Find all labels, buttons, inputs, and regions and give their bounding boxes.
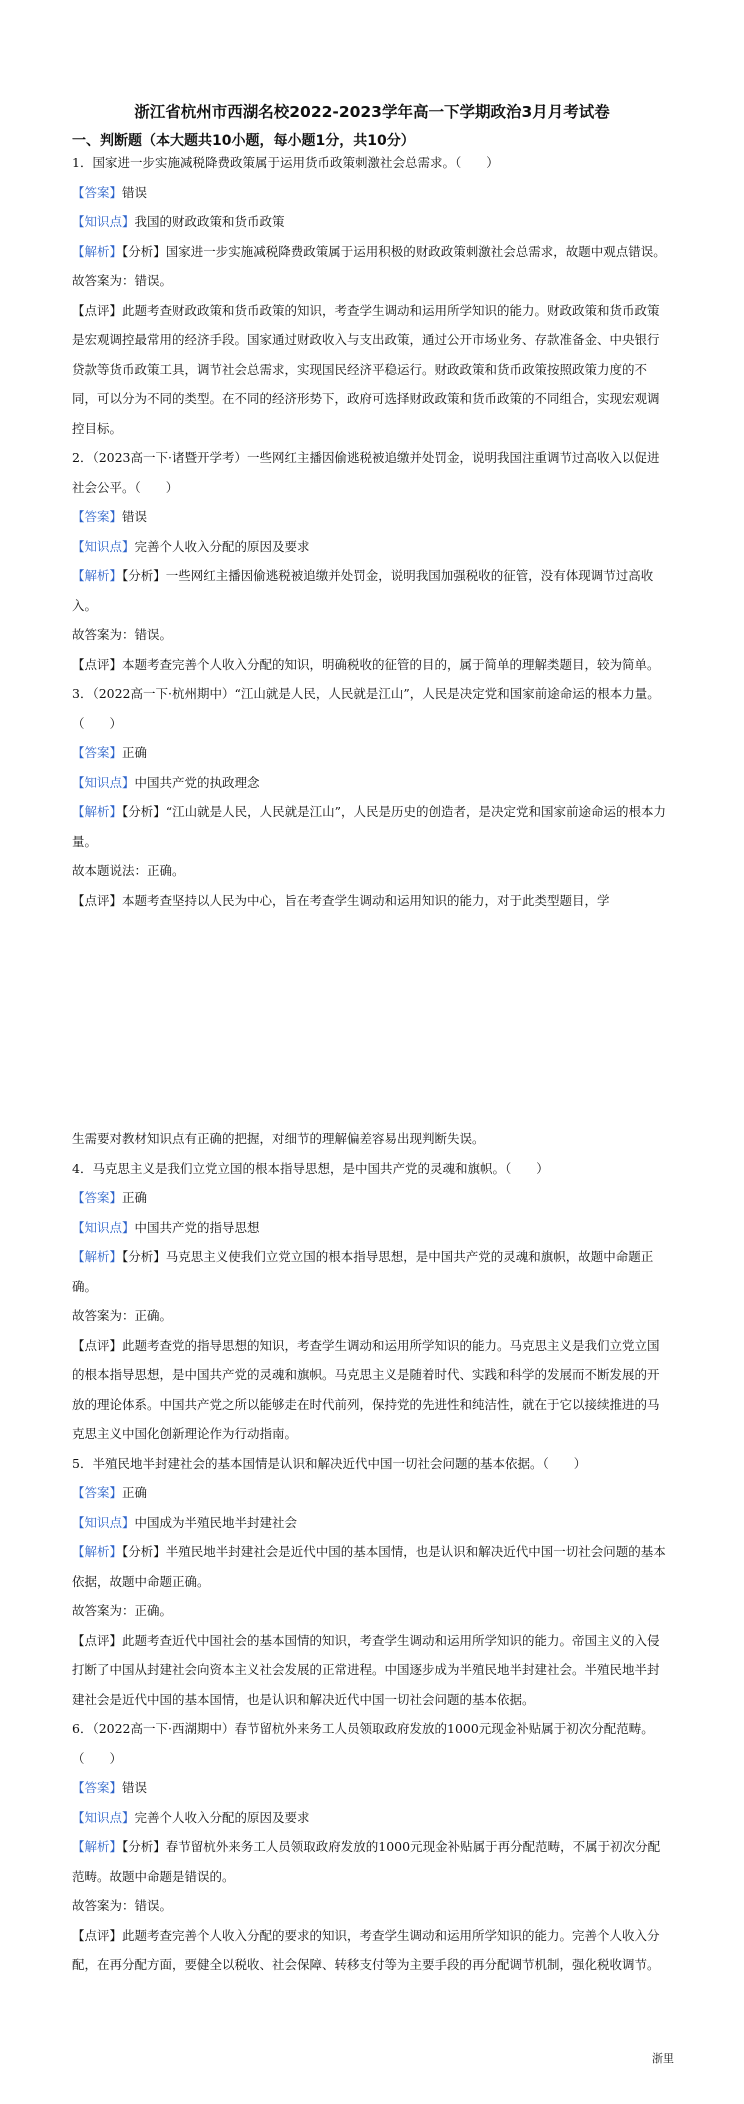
analysis-5: 【解析】【分析】半殖民地半封建社会是近代中国的基本国情，也是认识和解决近代中国一切社会问题的基本依据，故题中命题正确。 xyxy=(72,1544,666,1589)
knowledge-6: 【知识点】完善个人收入分配的原因及要求 xyxy=(72,1809,310,1825)
knowledge-1: 【知识点】我国的财政政策和货币政策 xyxy=(72,214,285,229)
answer-5: 【答案】正确 xyxy=(72,1485,148,1500)
conclusion-6: 故答案为：错误。 xyxy=(72,1898,173,1913)
analysis-4: 【解析】【分析】马克思主义使我们立党立国的根本指导思想，是中国共产党的灵魂和旗帜，故题中命题正确。 xyxy=(72,1249,654,1294)
question-6: 6．（2022高一下·西湖期中）春节留杭外来务工人员领取政府发放的1000元现金补贴属于初次分配范畴。（ ） xyxy=(72,1721,654,1766)
analysis-1: 【解析】【分析】国家进一步实施减税降费政策属于运用积极的财政政策刺激社会总需求，故题中观点错误。 xyxy=(72,243,666,259)
page-footer: 浙里 xyxy=(652,2052,674,2065)
conclusion-1: 故答案为：错误。 xyxy=(72,273,173,288)
question-4: 4．马克思主义是我们立党立国的根本指导思想，是中国共产党的灵魂和旗帜。（ ） xyxy=(72,1160,549,1176)
section-heading: 一、判断题（本大题共10小题，每小题1分，共10分） xyxy=(72,133,415,149)
conclusion-2: 故答案为：错误。 xyxy=(72,627,173,642)
knowledge-5: 【知识点】中国成为半殖民地半封建社会 xyxy=(72,1514,298,1530)
question-3: 3．（2022高一下·杭州期中）“江山就是人民，人民就是江山”，人民是决定党和国家前途命运的根本力量。（ ） xyxy=(72,686,660,731)
analysis-3: 【解析】【分析】“江山就是人民，人民就是江山”，人民是历史的创造者，是决定党和国家前途命运的根本力量。 xyxy=(72,804,667,849)
document-title: 浙江省杭州市西湖名校2022-2023学年高一下学期政治3月月考试卷 xyxy=(134,103,610,121)
comment-1: 【点评】此题考查财政政策和货币政策的知识，考查学生调动和运用所学知识的能力。财政政策和货币政策是宏观调控最常用的经济手段。国家通过财政收入与支出政策，通过公开市场业务、存款准备金、中央银行贷款等货币政策工具，调节社会总需求，实现国民经济平稳运行。财政政策和货币政策按照政策力度的不同，可以分为不同的类型。在不同的经济形势下，政府可选择财政政策和货币政策的不同组合，实现宏观调控目标。 xyxy=(72,302,660,436)
conclusion-4: 故答案为：正确。 xyxy=(72,1308,173,1323)
page-part-1 xyxy=(72,148,670,915)
comment-6: 【点评】此题考查完善个人收入分配的要求的知识，考查学生调动和运用所学知识的能力。完善个人收入分配，在再分配方面，要健全以税收、社会保障、转移支付等为主要手段的再分配调节机制，强化税收调节。 xyxy=(72,1927,660,1972)
comment-2: 【点评】本题考查完善个人收入分配的知识，明确税收的征管的目的，属于简单的理解类题目，较为简单。 xyxy=(72,656,660,672)
comment-4: 【点评】此题考查党的指导思想的知识，考查学生调动和运用所学知识的能力。马克思主义是我们立党立国的根本指导思想，是中国共产党的灵魂和旗帜。马克思主义是随着时代、实践和科学的发展而不断发展的开放的理论体系。中国共产党之所以能够走在时代前列，保持党的先进性和纯洁性，就在于它以接续推进的马克思主义中国化创新理论作为行动指南。 xyxy=(72,1337,660,1441)
knowledge-3: 【知识点】中国共产党的执政理念 xyxy=(72,774,260,790)
knowledge-4: 【知识点】中国共产党的指导思想 xyxy=(72,1219,260,1235)
analysis-2: 【解析】【分析】一些网红主播因偷逃税被追缴并处罚金，说明我国加强税收的征管，没有体现调节过高收入。 xyxy=(72,568,654,613)
question-2: 2．（2023高一下·诸暨开学考）一些网红主播因偷逃税被追缴并处罚金，说明我国注重调节过高收入以促进社会公平。（ ） xyxy=(72,450,660,495)
analysis-6: 【解析】【分析】春节留杭外来务工人员领取政府发放的1000元现金补贴属于再分配范畴，不属于初次分配范畴。故题中命题是错误的。 xyxy=(72,1839,661,1884)
answer-6: 【答案】错误 xyxy=(72,1780,148,1795)
answer-4: 【答案】正确 xyxy=(72,1190,148,1205)
page-part-2 xyxy=(72,1124,670,1980)
comment-5: 【点评】此题考查近代中国社会的基本国情的知识，考查学生调动和运用所学知识的能力。帝国主义的入侵打断了中国从封建社会向资本主义社会发展的正常进程。中国逐步成为半殖民地半封建社会。半殖民地半封建社会是近代中国的基本国情，也是认识和解决近代中国一切社会问题的基本依据。 xyxy=(72,1632,660,1707)
conclusion-3: 故本题说法：正确。 xyxy=(72,863,185,878)
answer-2: 【答案】错误 xyxy=(72,509,148,524)
comment-3-end: 生需要对教材知识点有正确的把握，对细节的理解偏差容易出现判断失误。 xyxy=(72,1131,485,1146)
conclusion-5: 故答案为：正确。 xyxy=(72,1603,173,1618)
comment-3-start: 【点评】本题考查坚持以人民为中心，旨在考查学生调动和运用知识的能力，对于此类型题目，学 xyxy=(72,892,610,908)
question-1: 1．国家进一步实施减税降费政策属于运用货币政策刺激社会总需求。（ ） xyxy=(72,155,499,170)
answer-3: 【答案】正确 xyxy=(72,745,148,760)
knowledge-2: 【知识点】完善个人收入分配的原因及要求 xyxy=(72,538,310,554)
answer-1: 【答案】错误 xyxy=(72,184,148,200)
question-5: 5．半殖民地半封建社会的基本国情是认识和解决近代中国一切社会问题的基本依据。（ ） xyxy=(72,1455,587,1471)
